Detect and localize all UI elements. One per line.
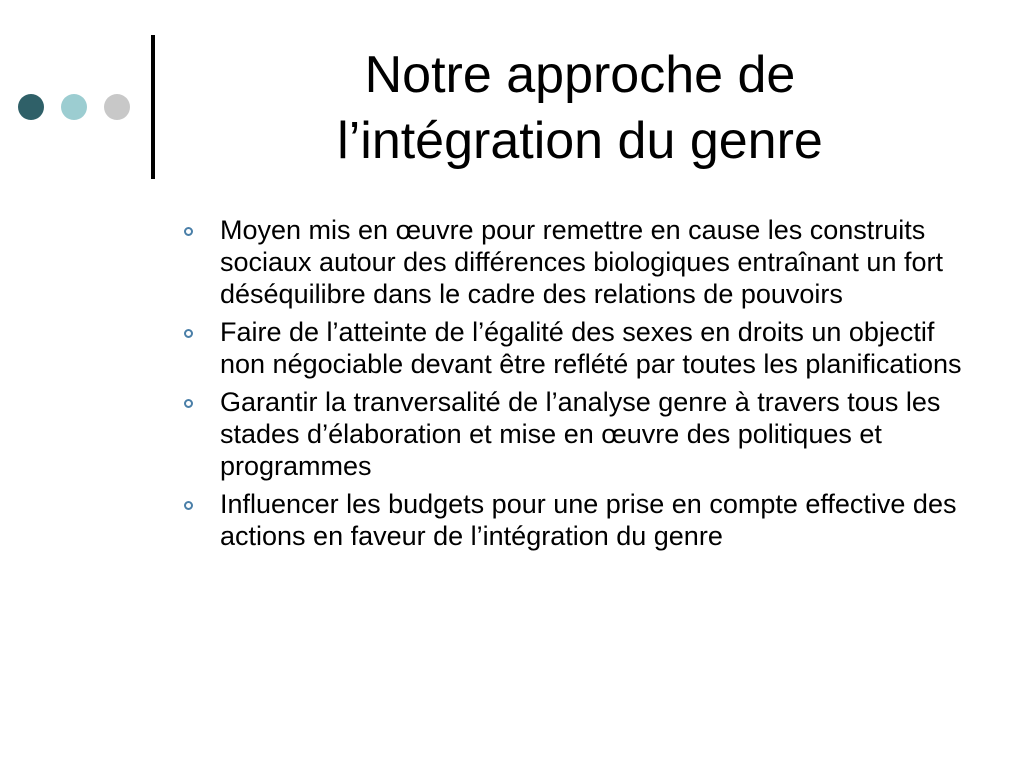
grey-dot-icon [104, 94, 130, 120]
title-divider [151, 35, 155, 179]
title-line-1: Notre approche de [364, 46, 796, 104]
decorative-dots [18, 94, 134, 120]
bullet-text: Moyen mis en œuvre pour remettre en cause les construits sociaux autour des différences biologiques entraînant un fort déséquilibre dans le cadre des relations de pouvoirs [220, 215, 943, 309]
bullet-text: Garantir la tranversalité de l’analyse genre à travers tous les stades d’élaboration et mise en œuvre des politiques et programmes [220, 387, 941, 481]
bullet-list [184, 214, 964, 558]
slide-title [170, 42, 990, 174]
dark-teal-dot-icon [18, 94, 44, 120]
light-teal-dot-icon [61, 94, 87, 120]
bullet-item [184, 488, 964, 552]
ring-bullet-icon [184, 329, 193, 338]
ring-bullet-icon [184, 501, 193, 510]
ring-bullet-icon [184, 399, 193, 408]
ring-bullet-icon [184, 227, 193, 236]
bullet-item [184, 214, 964, 310]
bullet-item [184, 316, 964, 380]
bullet-item [184, 386, 964, 482]
title-line-2: l’intégration du genre [337, 112, 823, 170]
bullet-text: Influencer les budgets pour une prise en compte effective des actions en faveur de l’intégration du genre [220, 489, 957, 551]
bullet-text: Faire de l’atteinte de l’égalité des sexes en droits un objectif non négociable devant être reflété par toutes les planifications [220, 317, 962, 379]
